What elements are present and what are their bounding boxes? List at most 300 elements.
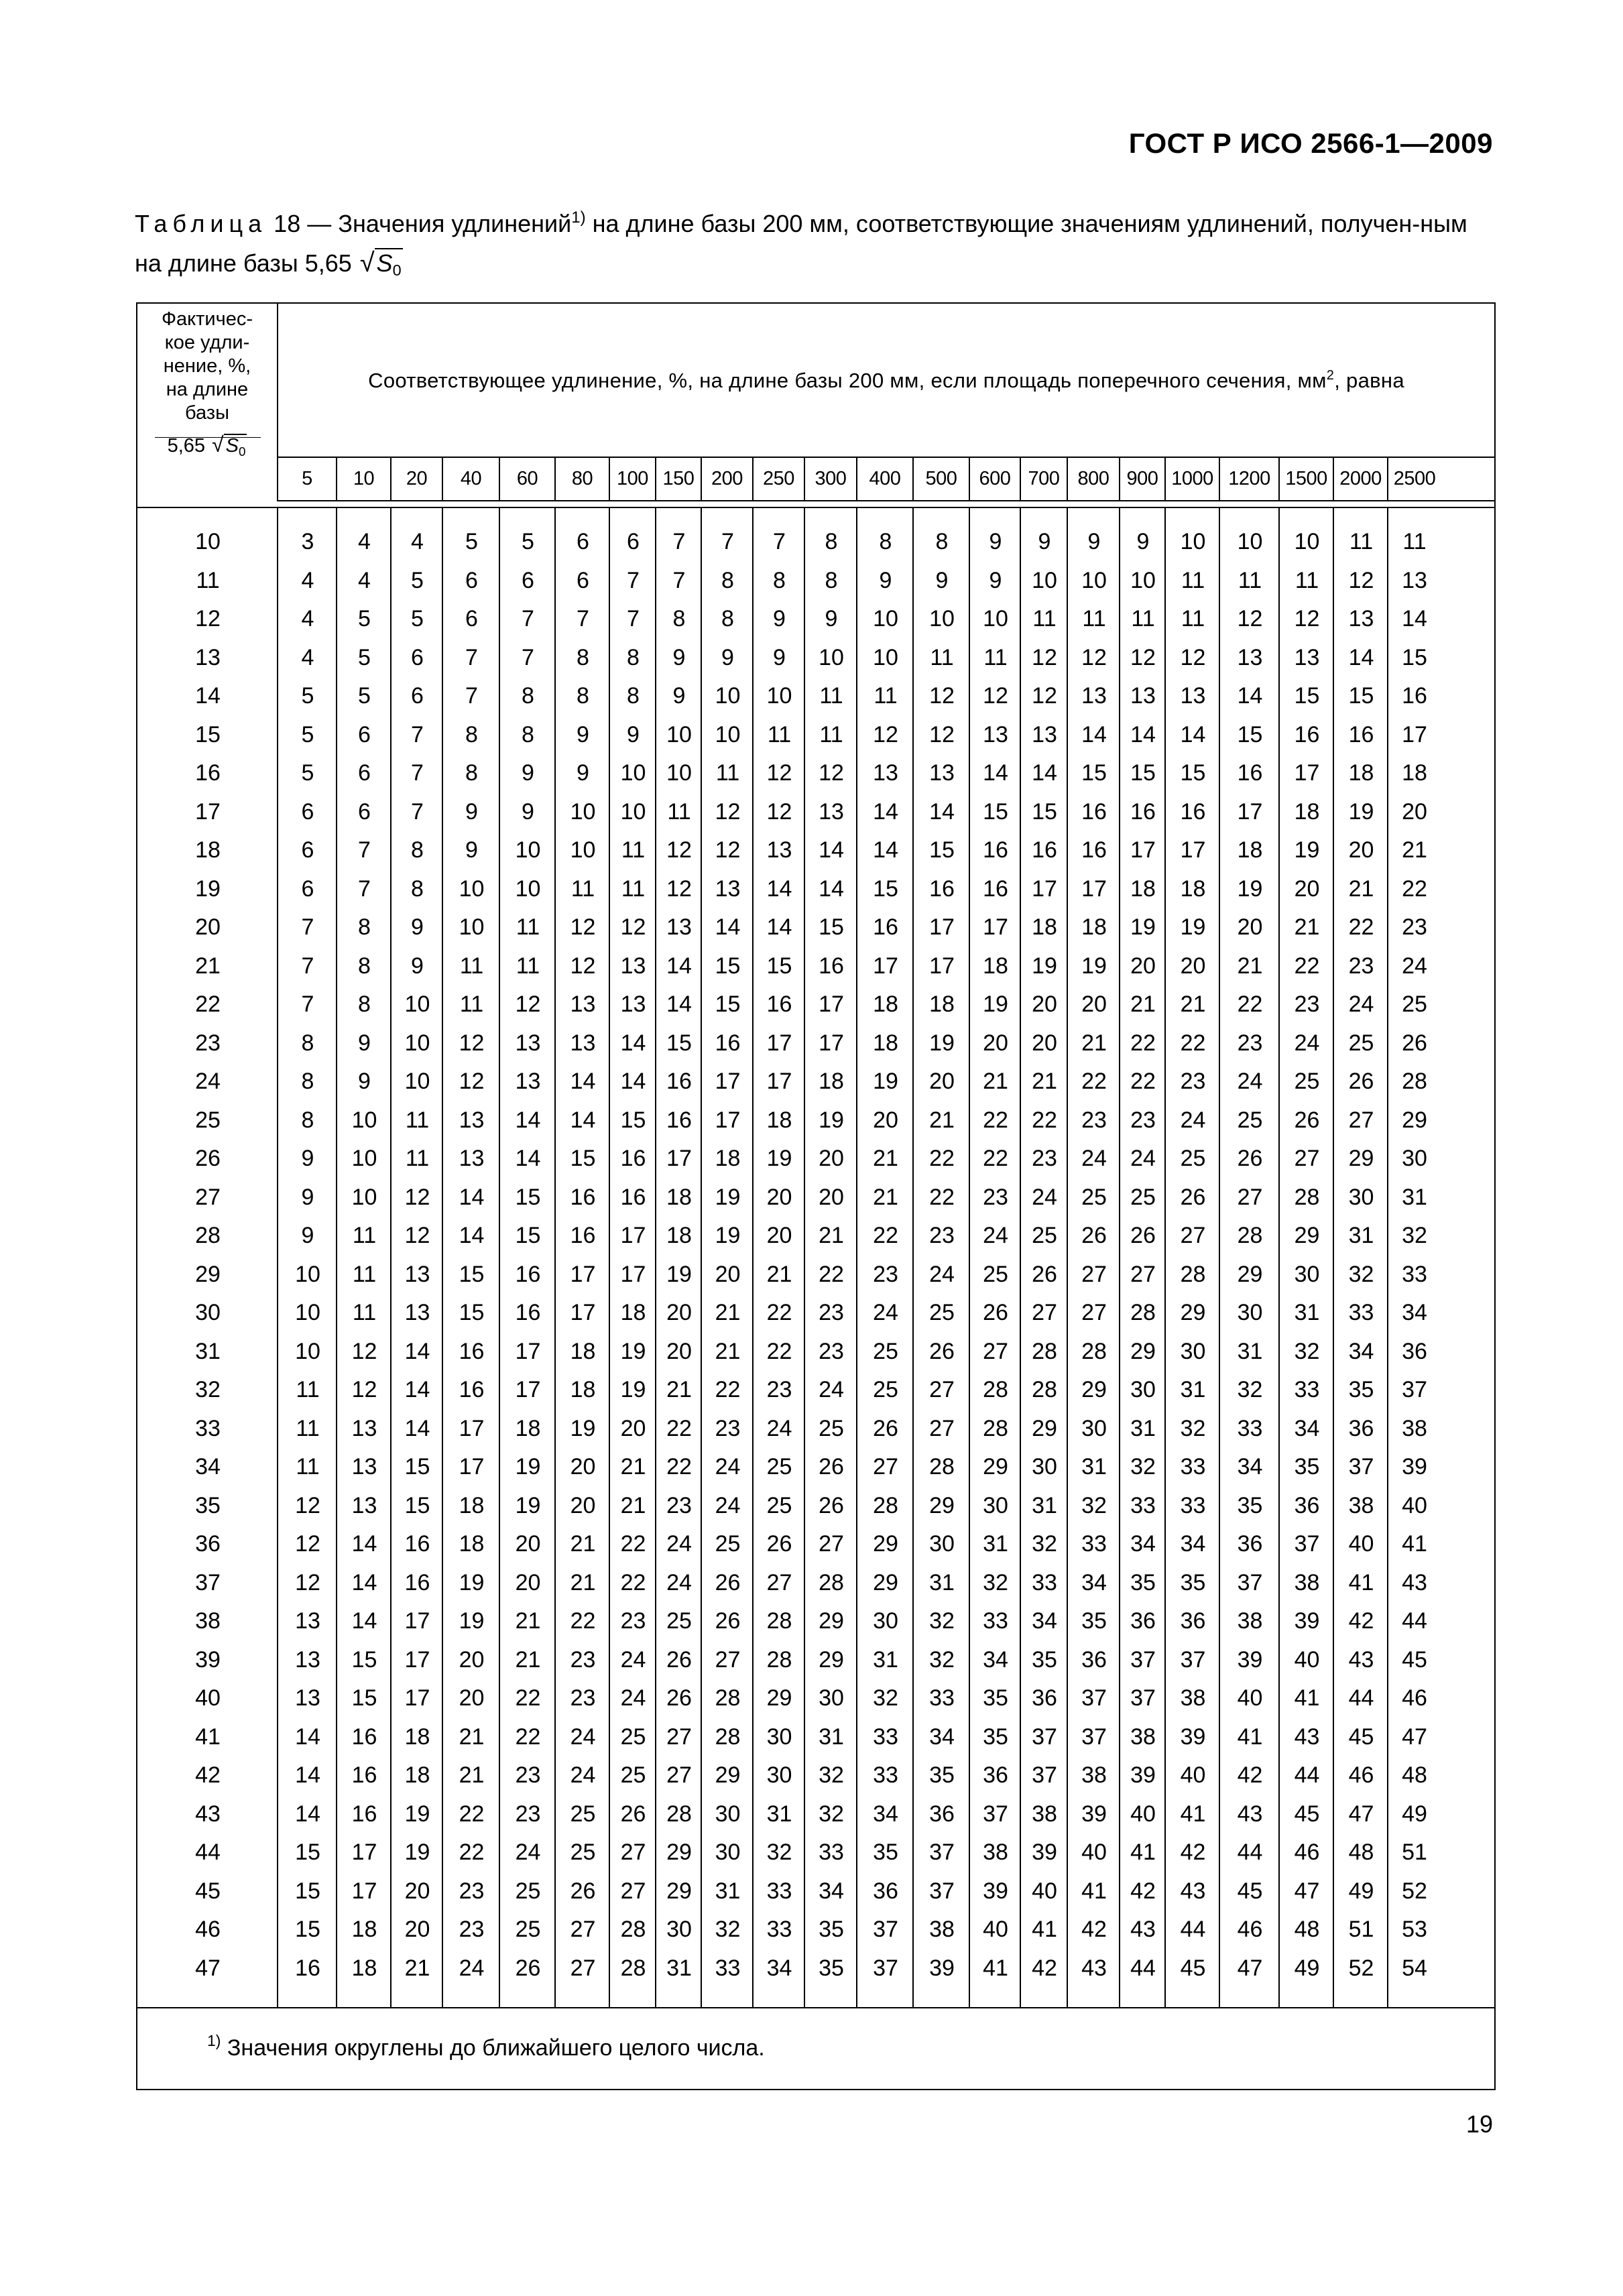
actual-elongation-cell: 24 — [195, 1069, 221, 1094]
equivalent-elongation-cell: 14 — [620, 1030, 646, 1056]
equivalent-elongation-cell: 38 — [1130, 1724, 1156, 1750]
equivalent-elongation-cell: 8 — [411, 837, 424, 863]
equivalent-elongation-cell: 35 — [1130, 1569, 1156, 1595]
equivalent-elongation-cell: 18 — [570, 1338, 596, 1364]
equivalent-elongation-cell: 12 — [295, 1492, 320, 1518]
equivalent-elongation-cell: 16 — [351, 1801, 377, 1827]
equivalent-elongation-cell: 20 — [929, 1069, 955, 1094]
equivalent-elongation-cell: 14 — [1237, 683, 1263, 709]
equivalent-elongation-cell: 20 — [459, 1646, 485, 1673]
equivalent-elongation-cell: 31 — [1130, 1415, 1156, 1441]
equivalent-elongation-cell: 54 — [1402, 1955, 1427, 1981]
equivalent-elongation-cell: 9 — [672, 644, 686, 670]
equivalent-elongation-cell: 15 — [351, 1646, 377, 1673]
equivalent-elongation-cell: 19 — [404, 1801, 430, 1827]
equivalent-elongation-cell: 10 — [404, 1069, 430, 1094]
table-row — [137, 1140, 1494, 1179]
equivalent-elongation-cell: 47 — [1294, 1878, 1320, 1904]
equivalent-elongation-cell: 11 — [459, 991, 484, 1017]
equivalent-elongation-cell: 20 — [766, 1223, 792, 1248]
equivalent-elongation-cell: 42 — [1180, 1839, 1206, 1865]
equivalent-elongation-cell: 8 — [358, 991, 371, 1017]
equivalent-elongation-cell: 16 — [766, 991, 792, 1017]
equivalent-elongation-cell: 13 — [515, 1069, 541, 1094]
equivalent-elongation-cell: 11 — [1402, 529, 1427, 554]
equivalent-elongation-cell: 42 — [1130, 1878, 1156, 1904]
equivalent-elongation-cell: 29 — [1081, 1377, 1107, 1402]
caption-formula-symbol: S — [376, 249, 393, 277]
equivalent-elongation-cell: 22 — [620, 1569, 646, 1595]
equivalent-elongation-cell: 15 — [666, 1030, 692, 1056]
equivalent-elongation-cell: 18 — [404, 1762, 430, 1788]
equivalent-elongation-cell: 33 — [766, 1917, 792, 1942]
equivalent-elongation-cell: 35 — [1348, 1377, 1374, 1402]
equivalent-elongation-cell: 34 — [1402, 1300, 1427, 1325]
equivalent-elongation-cell: 9 — [672, 683, 686, 709]
equivalent-elongation-cell: 11 — [983, 644, 1008, 670]
equivalent-elongation-cell: 7 — [522, 644, 534, 670]
equivalent-elongation-cell: 38 — [1081, 1762, 1107, 1788]
equivalent-elongation-cell: 26 — [715, 1608, 741, 1634]
equivalent-elongation-cell: 10 — [715, 683, 741, 709]
equivalent-elongation-cell: 21 — [1032, 1069, 1057, 1094]
equivalent-elongation-cell: 16 — [929, 875, 955, 902]
equivalent-elongation-cell: 28 — [766, 1608, 792, 1634]
equivalent-elongation-cell: 22 — [515, 1724, 541, 1750]
equivalent-elongation-cell: 29 — [1130, 1338, 1156, 1364]
equivalent-elongation-cell: 16 — [1348, 721, 1374, 747]
equivalent-elongation-cell: 14 — [1081, 721, 1107, 747]
equivalent-elongation-cell: 40 — [1081, 1839, 1107, 1865]
equivalent-elongation-cell: 10 — [351, 1146, 377, 1171]
footnote-marker: 1) — [207, 2032, 221, 2049]
equivalent-elongation-cell: 18 — [459, 1531, 485, 1557]
equivalent-elongation-cell: 18 — [983, 953, 1008, 979]
equivalent-elongation-cell: 25 — [1402, 991, 1427, 1017]
equivalent-elongation-cell: 30 — [929, 1531, 955, 1557]
equivalent-elongation-cell: 12 — [570, 953, 596, 979]
equivalent-elongation-cell: 24 — [766, 1415, 792, 1441]
equivalent-elongation-cell: 22 — [515, 1685, 541, 1711]
equivalent-elongation-cell: 27 — [1237, 1184, 1263, 1210]
equivalent-elongation-cell: 15 — [515, 1184, 541, 1210]
equivalent-elongation-cell: 31 — [873, 1646, 898, 1673]
table-row — [137, 600, 1494, 639]
table-row — [137, 1101, 1494, 1140]
equivalent-elongation-cell: 26 — [766, 1531, 792, 1557]
actual-elongation-cell: 44 — [195, 1839, 221, 1865]
equivalent-elongation-cell: 38 — [1180, 1685, 1206, 1711]
equivalent-elongation-cell: 17 — [515, 1338, 541, 1364]
header-span-text: Соответствующее удлинение, %, на длине базы 200 мм, если площадь поперечного сечения, мм — [368, 369, 1327, 392]
equivalent-elongation-cell: 13 — [351, 1415, 377, 1441]
equivalent-elongation-cell: 15 — [620, 1107, 646, 1133]
equivalent-elongation-cell: 15 — [929, 837, 955, 863]
equivalent-elongation-cell: 12 — [766, 760, 792, 786]
equivalent-elongation-cell: 17 — [1402, 721, 1427, 747]
equivalent-elongation-cell: 14 — [295, 1724, 320, 1750]
equivalent-elongation-cell: 49 — [1348, 1878, 1374, 1904]
equivalent-elongation-cell: 9 — [465, 798, 478, 825]
equivalent-elongation-cell: 31 — [929, 1569, 955, 1595]
equivalent-elongation-cell: 28 — [715, 1685, 741, 1711]
equivalent-elongation-cell: 8 — [301, 1107, 314, 1133]
equivalent-elongation-cell: 9 — [1087, 529, 1101, 554]
equivalent-elongation-cell: 13 — [1130, 683, 1156, 709]
equivalent-elongation-cell: 24 — [1130, 1146, 1156, 1171]
equivalent-elongation-cell: 21 — [715, 1300, 741, 1325]
equivalent-elongation-cell: 15 — [1081, 760, 1107, 786]
equivalent-elongation-cell: 14 — [295, 1801, 320, 1827]
equivalent-elongation-cell: 23 — [983, 1184, 1008, 1210]
equivalent-elongation-cell: 19 — [929, 1030, 955, 1056]
equivalent-elongation-cell: 34 — [1237, 1454, 1263, 1479]
equivalent-elongation-cell: 20 — [570, 1492, 596, 1518]
equivalent-elongation-cell: 22 — [929, 1146, 955, 1171]
table-row — [137, 1756, 1494, 1795]
equivalent-elongation-cell: 29 — [983, 1454, 1008, 1479]
footnote-text: Значения округлены до ближайшего целого числа. — [221, 2035, 765, 2061]
header-underline — [155, 437, 261, 438]
equivalent-elongation-cell: 24 — [715, 1454, 741, 1479]
equivalent-elongation-cell: 26 — [929, 1338, 955, 1364]
equivalent-elongation-cell: 19 — [1348, 798, 1374, 825]
table-footnote — [207, 2032, 765, 2061]
actual-elongation-cell: 20 — [195, 914, 221, 940]
equivalent-elongation-cell: 19 — [515, 1492, 541, 1518]
area-column-header: 1500 — [1280, 458, 1334, 500]
actual-elongation-cell: 37 — [195, 1569, 221, 1595]
equivalent-elongation-cell: 23 — [459, 1878, 485, 1904]
equivalent-elongation-cell: 9 — [825, 606, 838, 631]
equivalent-elongation-cell: 17 — [459, 1415, 485, 1441]
equivalent-elongation-cell: 20 — [819, 1184, 844, 1210]
equivalent-elongation-cell: 14 — [351, 1531, 377, 1557]
equivalent-elongation-cell: 25 — [620, 1724, 646, 1750]
equivalent-elongation-cell: 37 — [1348, 1454, 1374, 1479]
equivalent-elongation-cell: 10 — [1032, 567, 1057, 593]
equivalent-elongation-cell: 17 — [715, 1107, 741, 1133]
equivalent-elongation-cell: 22 — [983, 1146, 1008, 1171]
equivalent-elongation-cell: 51 — [1348, 1917, 1374, 1942]
equivalent-elongation-cell: 29 — [1402, 1107, 1427, 1133]
equivalent-elongation-cell: 24 — [1237, 1069, 1263, 1094]
equivalent-elongation-cell: 13 — [351, 1492, 377, 1518]
equivalent-elongation-cell: 13 — [620, 953, 646, 979]
equivalent-elongation-cell: 16 — [1402, 683, 1427, 709]
equivalent-elongation-cell: 16 — [1294, 721, 1320, 747]
equivalent-elongation-cell: 13 — [459, 1107, 485, 1133]
equivalent-elongation-cell: 17 — [515, 1377, 541, 1402]
area-column-header: 2000 — [1334, 458, 1388, 500]
actual-elongation-cell: 39 — [195, 1646, 221, 1673]
equivalent-elongation-cell: 10 — [295, 1300, 320, 1325]
equivalent-elongation-cell: 16 — [459, 1338, 485, 1364]
equivalent-elongation-cell: 44 — [1294, 1762, 1320, 1788]
table-row — [137, 1448, 1494, 1487]
equivalent-elongation-cell: 7 — [672, 567, 686, 593]
equivalent-elongation-cell: 43 — [1130, 1917, 1156, 1942]
header-formula-symbol: S — [225, 435, 239, 457]
equivalent-elongation-cell: 13 — [929, 760, 955, 786]
equivalent-elongation-cell: 24 — [819, 1377, 844, 1402]
equivalent-elongation-cell: 13 — [819, 798, 844, 825]
equivalent-elongation-cell: 7 — [411, 798, 424, 825]
table-caption — [135, 204, 1496, 290]
equivalent-elongation-cell: 21 — [1294, 914, 1320, 940]
equivalent-elongation-cell: 24 — [666, 1569, 692, 1595]
equivalent-elongation-cell: 8 — [522, 721, 534, 747]
equivalent-elongation-cell: 18 — [666, 1184, 692, 1210]
equivalent-elongation-cell: 20 — [515, 1531, 541, 1557]
equivalent-elongation-cell: 6 — [577, 567, 589, 593]
table-row — [137, 908, 1494, 947]
equivalent-elongation-cell: 17 — [1294, 760, 1320, 786]
equivalent-elongation-cell: 29 — [819, 1646, 844, 1673]
equivalent-elongation-cell: 41 — [1237, 1724, 1263, 1750]
equivalent-elongation-cell: 23 — [459, 1917, 485, 1942]
equivalent-elongation-cell: 25 — [515, 1917, 541, 1942]
equivalent-elongation-cell: 26 — [570, 1878, 596, 1904]
equivalent-elongation-cell: 26 — [1402, 1030, 1427, 1056]
equivalent-elongation-cell: 18 — [715, 1146, 741, 1171]
equivalent-elongation-cell: 34 — [873, 1801, 898, 1827]
equivalent-elongation-cell: 13 — [295, 1608, 320, 1634]
equivalent-elongation-cell: 5 — [411, 606, 424, 631]
equivalent-elongation-cell: 38 — [1237, 1608, 1263, 1634]
equivalent-elongation-cell: 45 — [1237, 1878, 1263, 1904]
equivalent-elongation-cell: 35 — [819, 1955, 844, 1981]
actual-elongation-cell: 16 — [195, 760, 221, 786]
equivalent-elongation-cell: 38 — [983, 1839, 1008, 1865]
area-column-header: 2500 — [1393, 468, 1436, 489]
equivalent-elongation-cell: 21 — [404, 1955, 430, 1981]
equivalent-elongation-cell: 26 — [1032, 1261, 1057, 1287]
equivalent-elongation-cell: 25 — [1294, 1069, 1320, 1094]
equivalent-elongation-cell: 43 — [1237, 1801, 1263, 1827]
equivalent-elongation-cell: 41 — [1348, 1569, 1374, 1595]
equivalent-elongation-cell: 8 — [825, 529, 838, 554]
area-column-header: 200 — [702, 458, 754, 500]
actual-elongation-cell: 34 — [195, 1454, 221, 1479]
equivalent-elongation-cell: 17 — [715, 1069, 741, 1094]
equivalent-elongation-cell: 27 — [1130, 1261, 1156, 1287]
equivalent-elongation-cell: 13 — [570, 991, 596, 1017]
equivalent-elongation-cell: 31 — [715, 1878, 741, 1904]
equivalent-elongation-cell: 29 — [666, 1878, 692, 1904]
equivalent-elongation-cell: 26 — [666, 1646, 692, 1673]
equivalent-elongation-cell: 41 — [1402, 1531, 1427, 1557]
equivalent-elongation-cell: 27 — [1081, 1261, 1107, 1287]
equivalent-elongation-cell: 48 — [1402, 1762, 1427, 1788]
header-actual-elongation — [137, 304, 278, 501]
actual-elongation-cell: 29 — [195, 1261, 221, 1287]
equivalent-elongation-cell: 9 — [301, 1223, 314, 1248]
equivalent-elongation-cell: 11 — [405, 1107, 430, 1133]
equivalent-elongation-cell: 11 — [1349, 529, 1374, 554]
equivalent-elongation-cell: 52 — [1348, 1955, 1374, 1981]
area-column-header: 10 — [337, 458, 392, 500]
equivalent-elongation-cell: 36 — [1130, 1608, 1156, 1634]
equivalent-elongation-cell: 20 — [983, 1030, 1008, 1056]
equivalent-elongation-cell: 27 — [929, 1415, 955, 1441]
equivalent-elongation-cell: 30 — [1180, 1338, 1206, 1364]
equivalent-elongation-cell: 12 — [715, 798, 741, 825]
equivalent-elongation-cell: 22 — [1032, 1107, 1057, 1133]
equivalent-elongation-cell: 19 — [766, 1146, 792, 1171]
equivalent-elongation-cell: 25 — [929, 1300, 955, 1325]
equivalent-elongation-cell: 13 — [1348, 606, 1374, 631]
actual-elongation-cell: 47 — [195, 1955, 221, 1981]
equivalent-elongation-cell: 16 — [1180, 798, 1206, 825]
equivalent-elongation-cell: 36 — [1348, 1415, 1374, 1441]
equivalent-elongation-cell: 30 — [1237, 1300, 1263, 1325]
equivalent-elongation-cell: 42 — [1348, 1608, 1374, 1634]
equivalent-elongation-cell: 22 — [766, 1338, 792, 1364]
equivalent-elongation-cell: 10 — [819, 644, 844, 670]
equivalent-elongation-cell: 17 — [570, 1261, 596, 1287]
equivalent-elongation-cell: 16 — [1130, 798, 1156, 825]
table-row — [137, 1487, 1494, 1526]
equivalent-elongation-cell: 10 — [766, 683, 792, 709]
equivalent-elongation-cell: 34 — [1081, 1569, 1107, 1595]
equivalent-elongation-cell: 32 — [715, 1917, 741, 1942]
table-row — [137, 831, 1494, 870]
equivalent-elongation-cell: 11 — [352, 1261, 377, 1287]
equivalent-elongation-cell: 6 — [577, 529, 589, 554]
equivalent-elongation-cell: 30 — [1402, 1146, 1427, 1171]
equivalent-elongation-cell: 32 — [1348, 1261, 1374, 1287]
equivalent-elongation-cell: 37 — [1081, 1685, 1107, 1711]
header-actual-elongation-line: базы — [185, 402, 229, 424]
equivalent-elongation-cell: 20 — [666, 1338, 692, 1364]
equivalent-elongation-cell: 26 — [1180, 1184, 1206, 1210]
equivalent-elongation-cell: 42 — [1032, 1955, 1057, 1981]
equivalent-elongation-cell: 34 — [1180, 1531, 1206, 1557]
table-row — [137, 1641, 1494, 1680]
equivalent-elongation-cell: 4 — [411, 529, 424, 554]
area-column-header: 60 — [500, 458, 556, 500]
equivalent-elongation-cell: 35 — [873, 1839, 898, 1865]
equivalent-elongation-cell: 37 — [1032, 1724, 1057, 1750]
table-row — [137, 754, 1494, 793]
table-row — [137, 677, 1494, 716]
equivalent-elongation-cell: 16 — [620, 1184, 646, 1210]
equivalent-elongation-cell: 16 — [873, 914, 898, 940]
equivalent-elongation-cell: 31 — [1294, 1300, 1320, 1325]
equivalent-elongation-cell: 5 — [358, 683, 371, 709]
equivalent-elongation-cell: 9 — [577, 760, 589, 786]
equivalent-elongation-cell: 10 — [351, 1184, 377, 1210]
equivalent-elongation-cell: 19 — [459, 1608, 485, 1634]
equivalent-elongation-cell: 5 — [522, 529, 534, 554]
equivalent-elongation-cell: 24 — [1032, 1184, 1057, 1210]
table-row — [137, 639, 1494, 678]
equivalent-elongation-cell: 25 — [1237, 1107, 1263, 1133]
equivalent-elongation-cell: 32 — [1180, 1415, 1206, 1441]
equivalent-elongation-cell: 27 — [666, 1762, 692, 1788]
equivalent-elongation-cell: 28 — [983, 1415, 1008, 1441]
equivalent-elongation-cell: 51 — [1402, 1839, 1427, 1865]
actual-elongation-cell: 36 — [195, 1531, 221, 1557]
equivalent-elongation-cell: 10 — [1130, 567, 1156, 593]
equivalent-elongation-cell: 12 — [1130, 644, 1156, 670]
equivalent-elongation-cell: 15 — [1032, 798, 1057, 825]
equivalent-elongation-cell: 15 — [819, 914, 844, 940]
equivalent-elongation-cell: 10 — [873, 644, 898, 670]
equivalent-elongation-cell: 20 — [1081, 991, 1107, 1017]
equivalent-elongation-cell: 31 — [983, 1531, 1008, 1557]
equivalent-elongation-cell: 14 — [983, 760, 1008, 786]
equivalent-elongation-cell: 41 — [983, 1955, 1008, 1981]
equivalent-elongation-cell: 34 — [929, 1724, 955, 1750]
equivalent-elongation-cell: 20 — [666, 1300, 692, 1325]
actual-elongation-cell: 12 — [195, 606, 221, 631]
equivalent-elongation-cell: 48 — [1348, 1839, 1374, 1865]
equivalent-elongation-cell: 7 — [358, 837, 371, 863]
equivalent-elongation-cell: 6 — [301, 875, 314, 902]
area-column-header: 400 — [857, 458, 914, 500]
actual-elongation-cell: 33 — [195, 1415, 221, 1441]
equivalent-elongation-cell: 17 — [819, 1030, 844, 1056]
equivalent-elongation-cell: 12 — [666, 875, 692, 902]
equivalent-elongation-cell: 20 — [404, 1917, 430, 1942]
table-row — [137, 1410, 1494, 1449]
equivalent-elongation-cell: 32 — [929, 1608, 955, 1634]
equivalent-elongation-cell: 12 — [404, 1184, 430, 1210]
equivalent-elongation-cell: 37 — [1130, 1646, 1156, 1673]
equivalent-elongation-cell: 32 — [983, 1569, 1008, 1595]
equivalent-elongation-cell: 11 — [819, 683, 843, 709]
equivalent-elongation-cell: 35 — [983, 1724, 1008, 1750]
equivalent-elongation-cell: 10 — [929, 606, 955, 631]
equivalent-elongation-cell: 20 — [1180, 953, 1206, 979]
equivalent-elongation-cell: 22 — [1294, 953, 1320, 979]
equivalent-elongation-cell: 30 — [983, 1492, 1008, 1518]
equivalent-elongation-cell: 22 — [1402, 875, 1427, 902]
equivalent-elongation-cell: 44 — [1180, 1917, 1206, 1942]
equivalent-elongation-cell: 35 — [1180, 1569, 1206, 1595]
equivalent-elongation-cell: 10 — [983, 606, 1008, 631]
equivalent-elongation-cell: 15 — [1237, 721, 1263, 747]
equivalent-elongation-cell: 22 — [1130, 1030, 1156, 1056]
equivalent-elongation-cell: 32 — [766, 1839, 792, 1865]
table-row — [137, 870, 1494, 909]
equivalent-elongation-cell: 34 — [1348, 1338, 1374, 1364]
equivalent-elongation-cell: 11 — [1295, 567, 1319, 593]
equivalent-elongation-cell: 12 — [351, 1338, 377, 1364]
equivalent-elongation-cell: 9 — [1038, 529, 1051, 554]
equivalent-elongation-cell: 10 — [715, 721, 741, 747]
equivalent-elongation-cell: 26 — [819, 1454, 844, 1479]
equivalent-elongation-cell: 22 — [666, 1454, 692, 1479]
equivalent-elongation-cell: 14 — [1032, 760, 1057, 786]
equivalent-elongation-cell: 17 — [873, 953, 898, 979]
equivalent-elongation-cell: 37 — [873, 1955, 898, 1981]
equivalent-elongation-cell: 24 — [1348, 991, 1374, 1017]
header-actual-elongation-line: Фактичес- — [161, 308, 253, 330]
equivalent-elongation-cell: 20 — [1294, 875, 1320, 902]
equivalent-elongation-cell: 36 — [1081, 1646, 1107, 1673]
equivalent-elongation-cell: 13 — [766, 837, 792, 863]
header-formula-prefix: 5,65 — [167, 435, 206, 457]
equivalent-elongation-cell: 31 — [1180, 1377, 1206, 1402]
equivalent-elongation-cell: 13 — [570, 1030, 596, 1056]
equivalent-elongation-cell: 16 — [666, 1069, 692, 1094]
table-row — [137, 1564, 1494, 1603]
equivalent-elongation-cell: 32 — [819, 1762, 844, 1788]
equivalent-elongation-cell: 22 — [819, 1261, 844, 1287]
